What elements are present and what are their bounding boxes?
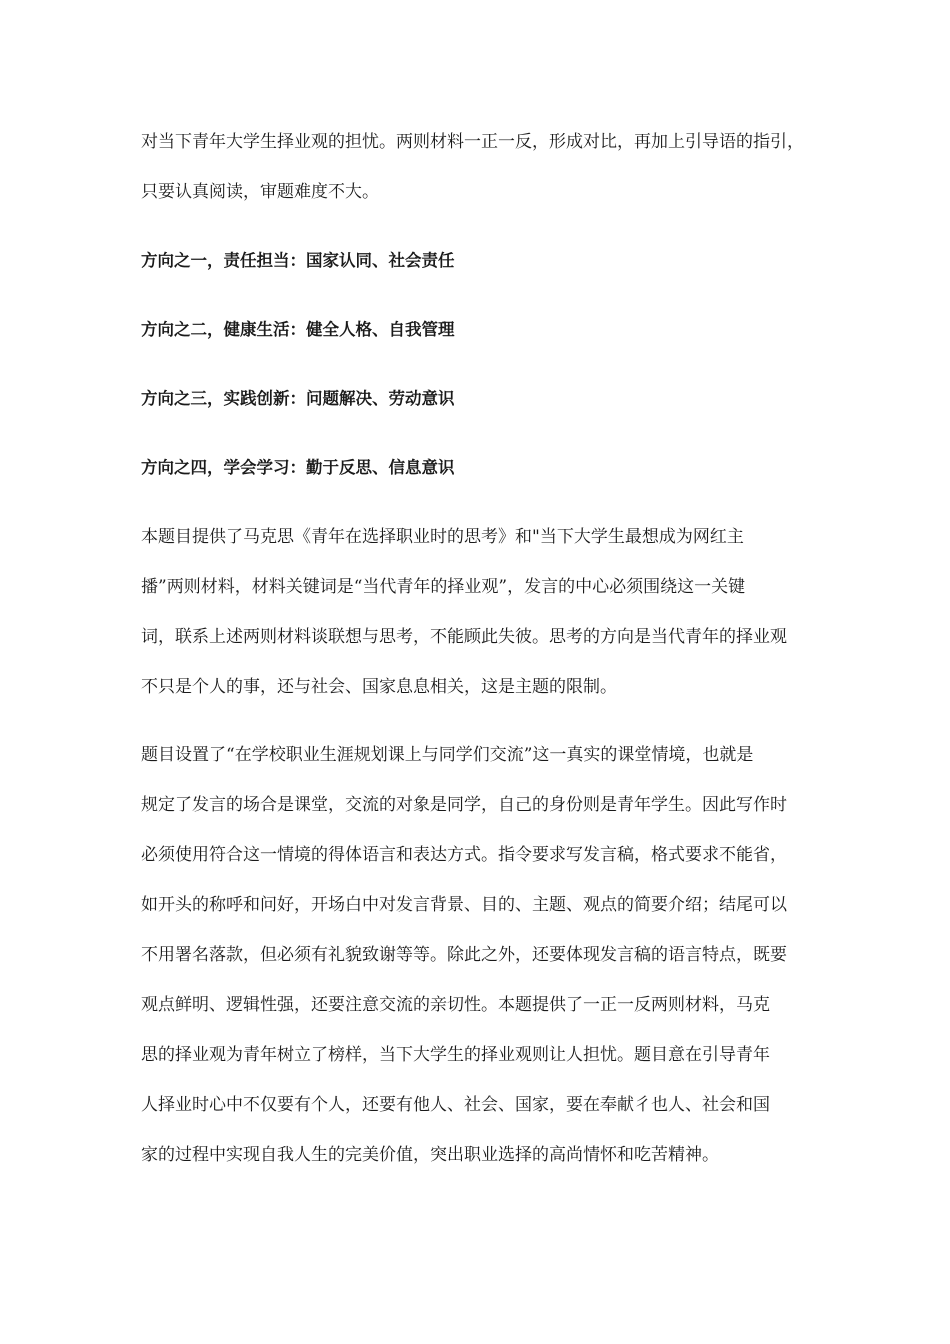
direction-heading-2: 方向之二，健康生活：健全人格、自我管理 xyxy=(141,320,455,339)
paragraph-3-line-9: 家的过程中实现自我人生的完美价值，突出职业选择的高尚情怀和吃苦精神。 xyxy=(141,1145,719,1165)
direction-heading-4: 方向之四，学会学习：勤于反思、信息意识 xyxy=(141,458,455,477)
paragraph-2-line-1: 本题目提供了马克思《青年在选择职业时的思考》和"当下大学生最想成为网红主 xyxy=(141,527,744,547)
paragraph-3-line-1: 题目设置了“在学校职业生涯规划课上与同学们交流”这一真实的课堂情境，也就是 xyxy=(141,745,754,765)
paragraph-3-line-7: 思的择业观为青年树立了榜样，当下大学生的择业观则让人担忧。题目意在引导青年 xyxy=(141,1045,770,1065)
paragraph-1-line-2: 只要认真阅读，审题难度不大。 xyxy=(141,182,379,202)
paragraph-3-line-8: 人择业时心中不仅要有个人，还要有他人、社会、国家，要在奉献彳也人、社会和国 xyxy=(141,1095,770,1115)
paragraph-3-line-5: 不用署名落款，但必须有礼貌致谢等等。除此之外，还要体现发言稿的语言特点，既要 xyxy=(141,945,787,965)
paragraph-3-line-6: 观点鲜明、逻辑性强，还要注意交流的亲切性。本题提供了一正一反两则材料，马克 xyxy=(141,995,770,1015)
paragraph-1-line-1: 对当下青年大学生择业观的担忧。两则材料一正一反，形成对比，再加上引导语的指引， xyxy=(141,132,804,152)
paragraph-2-line-4: 不只是个人的事，还与社会、国家息息相关，这是主题的限制。 xyxy=(141,677,617,697)
paragraph-3-line-2: 规定了发言的场合是课堂，交流的对象是同学，自己的身份则是青年学生。因此写作时 xyxy=(141,795,787,815)
paragraph-2-line-2: 播”两则材料，材料关键词是“当代青年的择业观”，发言的中心必须围绕这一关键 xyxy=(141,577,746,597)
direction-heading-3: 方向之三，实践创新：问题解决、劳动意识 xyxy=(141,389,455,408)
direction-heading-1: 方向之一，责任担当：国家认同、社会责任 xyxy=(141,251,455,270)
paragraph-2-line-3: 词，联系上述两则材料谈联想与思考，不能顾此失彼。思考的方向是当代青年的择业观 xyxy=(141,627,787,647)
paragraph-3-line-4: 如开头的称呼和问好，开场白中对发言背景、目的、主题、观点的简要介绍；结尾可以 xyxy=(141,895,787,915)
paragraph-3-line-3: 必须使用符合这一情境的得体语言和表达方式。指令要求写发言稿，格式要求不能省， xyxy=(141,845,787,865)
